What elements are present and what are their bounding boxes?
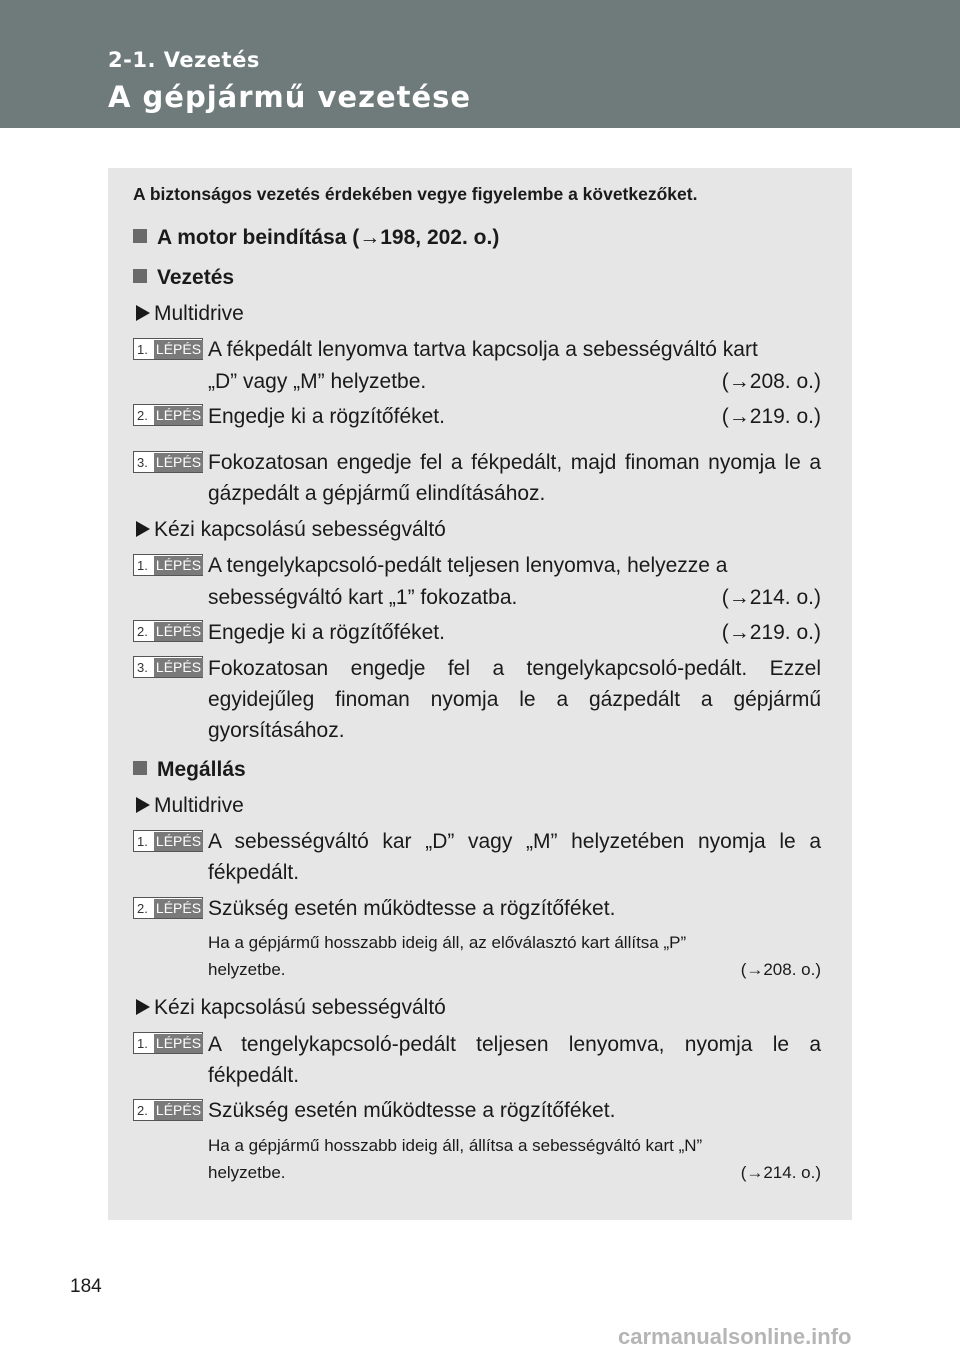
intro-text: A biztonságos vezetés érdekében vegye figyelembe a következőket. — [133, 184, 698, 204]
subheading-multidrive-stop — [136, 794, 244, 818]
page-header — [0, 0, 960, 128]
step-label: LÉPÉS — [155, 623, 202, 639]
square-bullet-icon — [133, 229, 147, 243]
step-label: LÉPÉS — [155, 1102, 202, 1118]
triangle-bullet-icon — [136, 999, 150, 1015]
step-badge — [133, 830, 203, 852]
step-label: LÉPÉS — [155, 833, 202, 849]
step-badge — [133, 656, 203, 678]
step-number: 1. — [137, 342, 148, 357]
note-text: Ha a gépjármű hosszabb ideig áll, az előválasztó kart állítsa „P” — [208, 933, 687, 952]
square-bullet-icon — [133, 269, 147, 283]
triangle-bullet-icon — [136, 305, 150, 321]
note-text-cont: helyzetbe. — [208, 960, 286, 979]
step-text: Fokozatosan engedje fel a tengelykapcsoló-pedált. Ezzel egyidejűleg finoman nyomja le a gázpedált a gépjármű gyorsításához. — [208, 657, 821, 742]
step-label: LÉPÉS — [155, 557, 202, 573]
step-text-cont: „D” vagy „M” helyzetbe. — [208, 370, 427, 393]
page-reference: (→219. o.) — [721, 621, 821, 644]
heading-text: A motor beindítása (→198, 202. o.) — [157, 226, 500, 249]
step-label: LÉPÉS — [155, 407, 202, 423]
page-reference: (→214. o.) — [740, 1163, 821, 1182]
step-text: Szükség esetén működtesse a rögzítőféket. — [208, 1099, 616, 1122]
page-reference: (→219. o.) — [721, 405, 821, 428]
step-text: A tengelykapcsoló-pedált teljesen lenyomva, helyezze a — [208, 554, 728, 577]
step-text: A sebességváltó kar „D” vagy „M” helyzetében nyomja le a fékpedált. — [208, 830, 821, 884]
page-number: 184 — [70, 1276, 102, 1297]
step-badge — [133, 1032, 203, 1054]
heading-engine-start — [133, 226, 499, 250]
triangle-bullet-icon — [136, 521, 150, 537]
heading-driving — [133, 266, 234, 290]
subheading-text: Kézi kapcsolású sebességváltó — [154, 996, 446, 1019]
page-title: A gépjármű vezetése — [108, 80, 472, 114]
note-text-cont: helyzetbe. — [208, 1163, 286, 1182]
step-number: 3. — [137, 660, 148, 675]
page-reference: (→214. o.) — [721, 586, 821, 609]
step-text: Engedje ki a rögzítőféket. — [208, 405, 445, 428]
step-badge — [133, 404, 203, 426]
triangle-bullet-icon — [136, 797, 150, 813]
step-badge — [133, 620, 203, 642]
step-number: 2. — [137, 901, 148, 916]
square-bullet-icon — [133, 761, 147, 775]
step-number: 2. — [137, 624, 148, 639]
step-badge — [133, 554, 203, 576]
step-number: 2. — [137, 1103, 148, 1118]
step-label: LÉPÉS — [155, 454, 202, 470]
step-text: A fékpedált lenyomva tartva kapcsolja a sebességváltó kart — [208, 338, 758, 361]
subheading-text: Multidrive — [154, 794, 244, 817]
step-badge — [133, 897, 203, 919]
note-text: Ha a gépjármű hosszabb ideig áll, állítsa a sebességváltó kart „N” — [208, 1136, 703, 1155]
heading-stopping — [133, 758, 246, 782]
subheading-text: Kézi kapcsolású sebességváltó — [154, 518, 446, 541]
step-label: LÉPÉS — [155, 659, 202, 675]
step-label: LÉPÉS — [155, 1035, 202, 1051]
step-text: Fokozatosan engedje fel a fékpedált, majd finoman nyomja le a gázpedált a gépjármű elindításához. — [208, 451, 821, 505]
section-label: 2-1. Vezetés — [108, 48, 260, 72]
heading-text: Megállás — [157, 758, 246, 781]
subheading-text: Multidrive — [154, 302, 244, 325]
step-text: Szükség esetén működtesse a rögzítőféket. — [208, 897, 616, 920]
heading-text: Vezetés — [157, 266, 235, 289]
watermark: carmanualsonline.info — [618, 1324, 852, 1349]
subheading-multidrive — [136, 302, 244, 326]
step-text: A tengelykapcsoló-pedált teljesen lenyomva, nyomja le a fékpedált. — [208, 1033, 821, 1087]
step-text-cont: sebességváltó kart „1” fokozatba. — [208, 586, 518, 609]
step-number: 2. — [137, 408, 148, 423]
step-label: LÉPÉS — [155, 900, 202, 916]
page-reference: (→208. o.) — [721, 370, 821, 393]
subheading-manual-stop — [136, 996, 446, 1020]
step-badge — [133, 1099, 203, 1121]
step-label: LÉPÉS — [155, 341, 202, 357]
step-number: 3. — [137, 455, 148, 470]
step-number: 1. — [137, 1036, 148, 1051]
step-number: 1. — [137, 558, 148, 573]
step-badge — [133, 338, 203, 360]
page-reference: (→208. o.) — [740, 960, 821, 979]
subheading-manual — [136, 518, 446, 542]
step-text: Engedje ki a rögzítőféket. — [208, 621, 445, 644]
step-number: 1. — [137, 834, 148, 849]
step-badge — [133, 451, 203, 473]
